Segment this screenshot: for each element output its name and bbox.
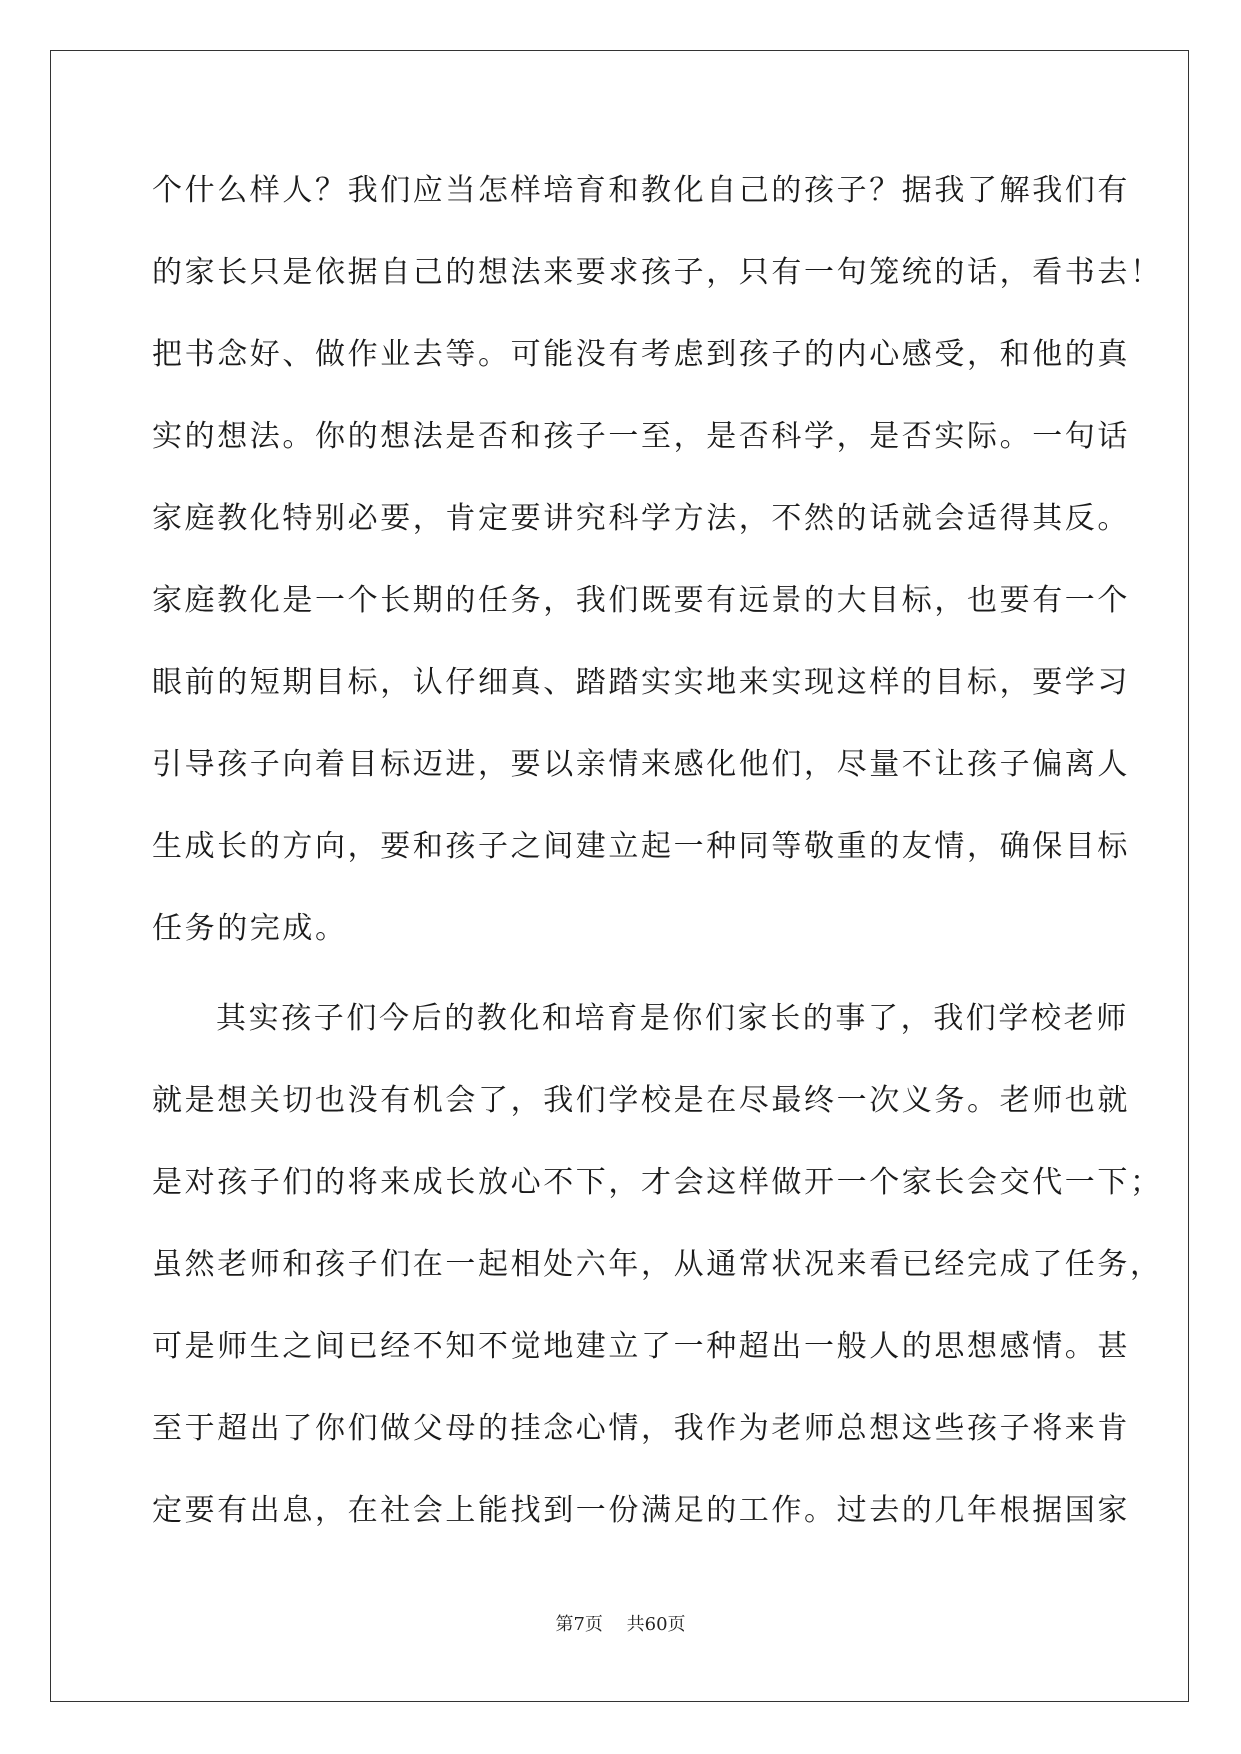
text-line: 实的想法。你的想法是否和孩子一至，是否科学，是否实际。一句话 xyxy=(152,419,1130,454)
text-line-indented: 其实孩子们今后的教化和培育是你们家长的事了，我们学校老师 xyxy=(216,1001,1129,1036)
text-line: 把书念好、做作业去等。可能没有考虑到孩子的内心感受，和他的真 xyxy=(152,337,1130,372)
text-line: 生成长的方向，要和孩子之间建立起一种同等敬重的友情，确保目标 xyxy=(152,829,1130,864)
text-line: 眼前的短期目标，认仔细真、踏踏实实地来实现这样的目标，要学习 xyxy=(152,665,1130,700)
document-body xyxy=(152,166,1163,1568)
text-line: 是对孩子们的将来成长放心不下，才会这样做开一个家长会交代一下； xyxy=(152,1165,1163,1200)
text-line: 至于超出了你们做父母的挂念心情，我作为老师总想这些孩子将来肯 xyxy=(152,1411,1130,1446)
text-line: 可是师生之间已经不知不觉地建立了一种超出一般人的思想感情。甚 xyxy=(152,1329,1130,1364)
text-line: 虽然老师和孩子们在一起相处六年，从通常状况来看已经完成了任务， xyxy=(152,1247,1163,1282)
text-line: 定要有出息，在社会上能找到一份满足的工作。过去的几年根据国家 xyxy=(152,1493,1130,1528)
paragraph-gap xyxy=(152,986,1097,994)
text-line: 任务的完成。 xyxy=(152,911,348,946)
text-line: 个什么样人？我们应当怎样培育和教化自己的孩子？据我了解我们有 xyxy=(152,173,1130,208)
page-number-footer: 第7页 共60页 xyxy=(555,1614,686,1635)
text-line: 的家长只是依据自己的想法来要求孩子，只有一句笼统的话，看书去！ xyxy=(152,255,1163,290)
text-line: 引导孩子向着目标迈进，要以亲情来感化他们，尽量不让孩子偏离人 xyxy=(152,747,1130,782)
text-line: 家庭教化是一个长期的任务，我们既要有远景的大目标，也要有一个 xyxy=(152,583,1130,618)
text-line: 就是想关切也没有机会了，我们学校是在尽最终一次义务。老师也就 xyxy=(152,1083,1130,1118)
text-line: 家庭教化特别必要，肯定要讲究科学方法，不然的话就会适得其反。 xyxy=(152,501,1130,536)
